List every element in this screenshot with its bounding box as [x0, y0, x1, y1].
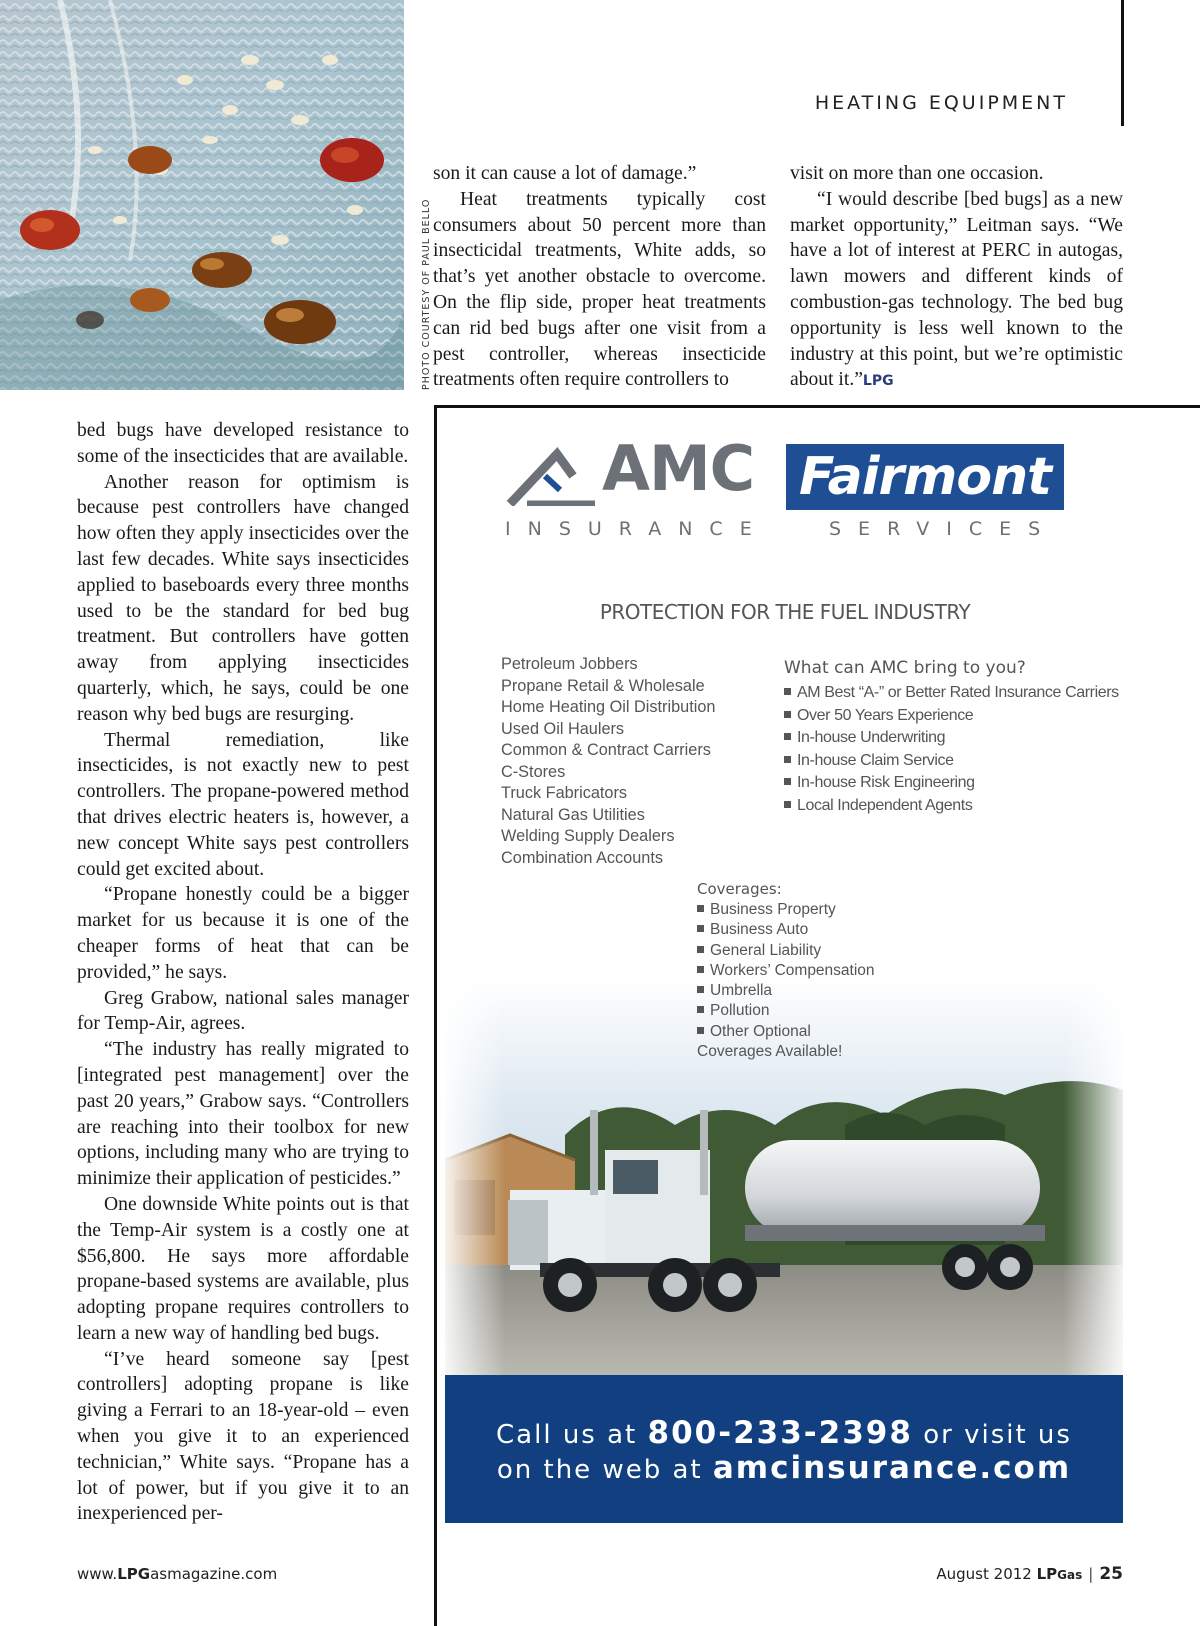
article-column-right: [790, 161, 1123, 395]
article-paragraph: “The industry has really migrated to [integrated pest management] over the past 20 years,” Grabow says. “Controllers are reaching into their toolbox for new options, including many who are trying to minimize their application of pesticides.”: [77, 1039, 409, 1190]
footer-brand-lp: LP: [1036, 1565, 1058, 1583]
ad-frame-top: [434, 405, 1200, 408]
coverage-item: [697, 1001, 875, 1021]
footer-issue: [936, 1564, 1123, 1584]
article-paragraph: Greg Grabow, national sales manager for Temp-Air, agrees.: [77, 987, 409, 1035]
web-line: [445, 1450, 1123, 1486]
amc-offer: [784, 658, 1119, 817]
logo-amc-text: AMC: [602, 432, 755, 505]
call-to-action-band: [445, 1375, 1123, 1523]
lpg-signoff: LPG: [862, 373, 894, 390]
coverage-item-label: General Liability: [710, 941, 822, 959]
article-paragraph: Another reason for optimism is because pest controllers have changed how often they apply insecticides over the last few decades. White says insecticides applied to baseboards every three months used to be the standard for bed bug treatment. But controllers have gotten away from applying insecticides quarterly, which, he says, could be one reason why bed bugs are resurging.: [77, 471, 409, 725]
call-mid: or visit us: [923, 1420, 1072, 1450]
amc-fairmont-logo[interactable]: [505, 432, 1065, 540]
offer-item: [784, 772, 1119, 795]
industry-item: C-Stores: [501, 762, 566, 781]
industry-item: Petroleum Jobbers: [501, 655, 638, 673]
bullet-square-icon: [697, 946, 704, 953]
ad-tagline: PROTECTION FOR THE FUEL INDUSTRY: [599, 600, 971, 624]
offer-item: [784, 795, 1119, 818]
article-paragraph: bed bugs have developed resistance to some of the insecticides that are available.: [77, 420, 409, 467]
footer-issue-date: August 2012: [936, 1565, 1032, 1583]
bullet-square-icon: [784, 756, 791, 763]
industry-item: Home Heating Oil Distribution: [501, 698, 716, 716]
logo-services-text: SERVICES: [829, 518, 1058, 540]
article-column-middle: [433, 161, 766, 393]
article-paragraph: Heat treatments typically cost consumers about 50 percent more than insecticidal treatments, White adds, so that’s yet another obstacle to overcome. On the flip side, proper heat treatments can rid bed bugs after one visit from a pest controller, whereas insecticide treatments often require controllers to: [433, 188, 766, 391]
industry-item: Natural Gas Utilities: [501, 805, 645, 824]
footer-url-brand: LPG: [117, 1565, 151, 1583]
coverages: [697, 880, 875, 1062]
industry-item: Used Oil Haulers: [501, 719, 625, 738]
website-link[interactable]: amcinsurance.com: [712, 1450, 1072, 1486]
section-label: HEATING EQUIPMENT: [814, 92, 1068, 114]
bullet-square-icon: [784, 711, 791, 718]
industry-item: Common & Contract Carriers: [501, 741, 711, 759]
coverage-item: [697, 981, 875, 1001]
phone-number[interactable]: 800-233-2398: [647, 1415, 913, 1451]
coverage-item: [697, 961, 875, 981]
offer-item-label: AM Best “A-” or Better Rated Insurance Carriers: [797, 684, 1119, 701]
article-paragraph: One downside White points out is that the Temp-Air system is a costly one at $56,800. He says more affordable propane-based systems are available, plus adopting propane requires controllers to learn a new way of handling bed bugs.: [77, 1193, 409, 1344]
coverages-note: Coverages Available!: [697, 1043, 843, 1061]
footer-website[interactable]: [77, 1565, 277, 1583]
industry-item: Propane Retail & Wholesale: [501, 676, 705, 695]
offer-item-label: In-house Claim Service: [797, 751, 954, 769]
header-rule: [1121, 0, 1124, 126]
coverage-item-label: Business Auto: [710, 921, 809, 939]
coverage-item-label: Umbrella: [710, 982, 773, 1000]
coverage-item-label: Other Optional: [710, 1022, 811, 1040]
page-number: 25: [1099, 1564, 1123, 1584]
call-line: [445, 1415, 1123, 1451]
footer-url-prefix: www.: [77, 1565, 118, 1583]
amc-offer-title: What can AMC bring to you?: [784, 658, 1026, 678]
offer-item: [784, 705, 1119, 728]
photo-credit: PHOTO COURTESY OF PAUL BELLO: [421, 198, 432, 390]
footer-separator: |: [1088, 1565, 1094, 1583]
article-paragraph-text: “I would describe [bed bugs] as a new market opportunity,” Leitman says. “We have a lot of interest at PERC in autogas, lawn mowers and different kinds of combustion-gas technology. The bed bug opportunity is less well known to the industry at this point, but we’re optimistic about it.”: [790, 188, 1123, 391]
industries-list: [501, 654, 715, 869]
offer-item: [784, 727, 1119, 750]
article-paragraph: Thermal remediation, like insecticides, is not exactly new to pest controllers. The propane-powered method that drives electric heaters is, however, a new concept White says pest controllers could get excited about.: [77, 729, 409, 880]
bullet-square-icon: [784, 688, 791, 695]
article-paragraph: “Propane honestly could be a bigger market for us because it is one of the cheaper forms of heat that can be provided,” he says.: [77, 884, 409, 983]
article-column-left: [77, 418, 409, 1527]
bullet-square-icon: [697, 1027, 704, 1034]
offer-item-label: In-house Risk Engineering: [797, 774, 975, 791]
logo-insurance-text: INSURANCE: [505, 518, 769, 540]
offer-item-label: Local Independent Agents: [797, 796, 973, 814]
bullet-square-icon: [697, 986, 704, 993]
offer-item: [784, 750, 1119, 773]
bullet-square-icon: [784, 801, 791, 808]
industry-item: Combination Accounts: [501, 848, 664, 867]
coverage-item: [697, 920, 875, 940]
bullet-square-icon: [697, 966, 704, 973]
bullet-square-icon: [697, 905, 704, 912]
bullet-square-icon: [697, 925, 704, 932]
industry-item: Welding Supply Dealers: [501, 827, 675, 845]
article-paragraph: visit on more than one occasion.: [790, 163, 1044, 184]
call-prefix: Call us at: [496, 1420, 638, 1450]
bullet-square-icon: [784, 733, 791, 740]
footer-url-suffix: asmagazine.com: [150, 1565, 278, 1583]
logo-fairmont-text: Fairmont: [786, 444, 1064, 510]
coverage-item: [697, 941, 875, 961]
coverages-title: Coverages:: [697, 880, 782, 898]
amc-triangle-icon: [505, 446, 600, 506]
ad-frame-left: [434, 405, 437, 1626]
coverage-item-label: Business Property: [710, 901, 836, 918]
bullet-square-icon: [697, 1006, 704, 1013]
article-paragraph: “I’ve heard someone say [pest controllers] adopting propane is like giving a Ferrari to an 18-year-old – even when you give it to an experienced technician,” White says. “Propane has a lot of power, but if you give it to an inexperienced per-: [77, 1348, 409, 1525]
web-prefix: on the web at: [496, 1455, 703, 1485]
article-paragraph: [790, 187, 1123, 395]
offer-item-label: In-house Underwriting: [797, 729, 946, 746]
article-paragraph: son it can cause a lot of damage.”: [433, 163, 697, 184]
offer-item: [784, 682, 1119, 705]
coverage-item: [697, 900, 875, 920]
offer-item-label: Over 50 Years Experience: [797, 706, 974, 724]
bullet-square-icon: [784, 778, 791, 785]
coverage-item-label: Pollution: [710, 1002, 770, 1020]
coverage-item-label: Workers’ Compensation: [710, 961, 875, 979]
footer-brand-gas: Gas: [1057, 1568, 1083, 1582]
coverage-item: [697, 1022, 875, 1042]
bed-bug-photo: [0, 0, 404, 390]
industry-item: Truck Fabricators: [501, 784, 628, 802]
